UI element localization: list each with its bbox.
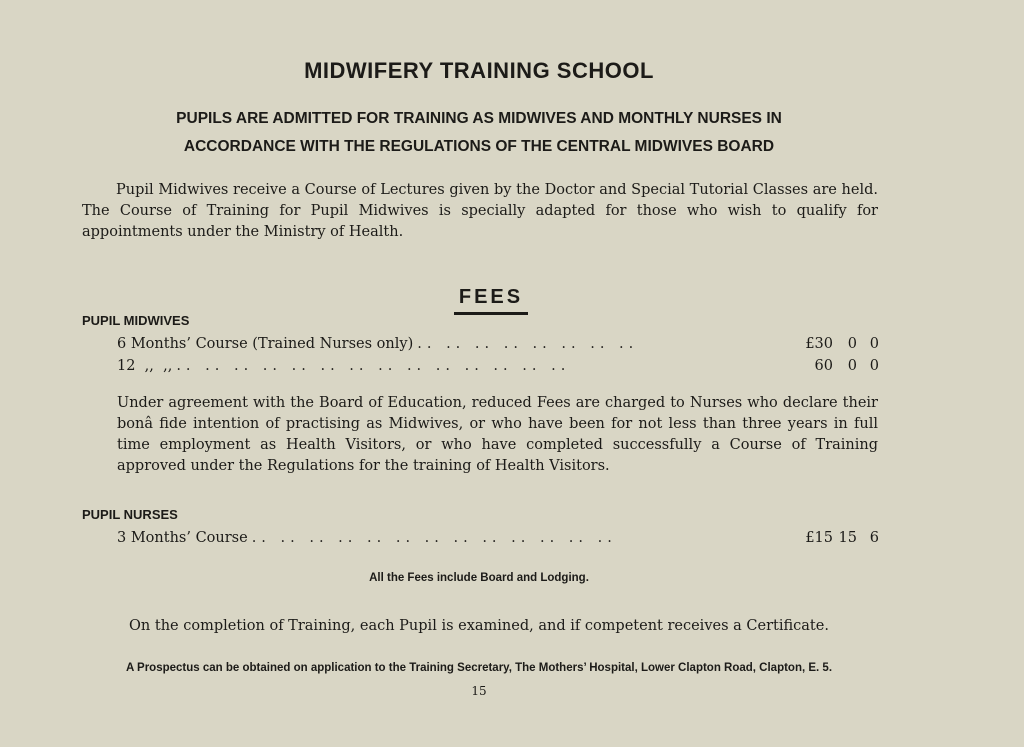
intro-paragraph: Pupil Midwives receive a Course of Lectures given by the Doctor and Special Tutorial Classes are held. The Course of Training for Pupil Midwives is specially adapted for those who wish to qualify for appointments under the Ministry of Health.: [82, 182, 878, 240]
fee-shillings: 0: [847, 336, 857, 352]
fee-row: [117, 336, 879, 356]
fee-pence: 0: [869, 358, 879, 374]
subtitle-line-2: ACCORDANCE WITH THE REGULATIONS OF THE CENTRAL MIDWIVES BOARD: [183, 138, 775, 155]
board-lodging-note: All the Fees include Board and Lodging.: [369, 572, 589, 584]
fees-heading: FEES: [454, 286, 528, 315]
fee-shillings: 15: [838, 530, 857, 546]
fee-row: [117, 358, 879, 378]
dot-leader: .. .. .. .. .. .. .. ..: [417, 336, 639, 352]
fee-pounds: £15: [805, 530, 833, 546]
pupil-nurses-label: PUPIL NURSES: [82, 507, 178, 522]
prospectus-note: A Prospectus can be obtained on application to the Training Secretary, The Mothers’ Hospital, Lower Clapton Road, Clapton, E. 5.: [125, 662, 833, 674]
fee-pounds: £30: [805, 336, 833, 352]
completion-note: On the completion of Training, each Pupil is examined, and if competent receives a Certificate.: [129, 618, 829, 634]
fee-pence: 0: [869, 336, 879, 352]
dot-leader: .. .. .. .. .. .. .. .. .. .. .. .. .. ..: [176, 358, 571, 374]
fee-pounds: 60: [814, 358, 833, 374]
page-title: MIDWIFERY TRAINING SCHOOL: [304, 58, 654, 83]
fee-course: 12 ,, ,,: [117, 358, 173, 374]
agreement-paragraph: Under agreement with the Board of Education, reduced Fees are charged to Nurses who declare their bonâ fide intention of practising as Midwives, or who have been for not less than three years in full time employment as Health Visitors, or who have completed successfully a Course of Training approved under the Regulations for the training of Health Visitors.: [117, 395, 878, 474]
fee-amount: [795, 336, 879, 352]
fee-amount: [795, 358, 879, 374]
subtitle-line-1: PUPILS ARE ADMITTED FOR TRAINING AS MIDWIVES AND MONTHLY NURSES IN: [176, 110, 782, 127]
page-number: 15: [471, 684, 487, 698]
fee-row: [117, 530, 879, 550]
fee-course: 6 Months’ Course (Trained Nurses only): [117, 336, 414, 352]
pupil-midwives-label: PUPIL MIDWIVES: [82, 313, 190, 328]
fee-pence: 6: [869, 530, 879, 546]
fee-amount: [795, 530, 879, 546]
fee-course: 3 Months’ Course: [117, 530, 248, 546]
fee-shillings: 0: [847, 358, 857, 374]
dot-leader: .. .. .. .. .. .. .. .. .. .. .. .. ..: [251, 530, 617, 546]
